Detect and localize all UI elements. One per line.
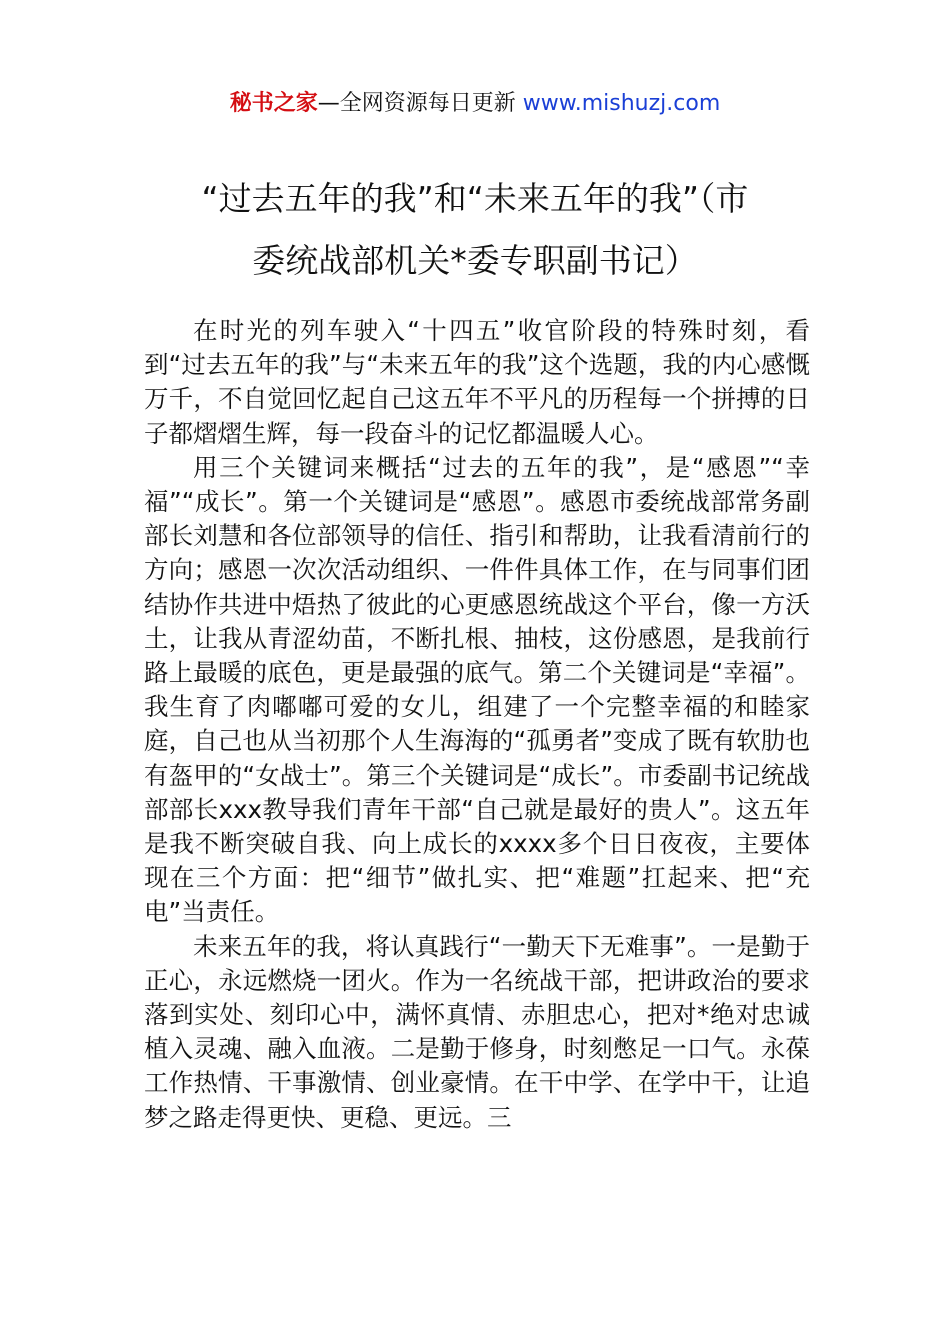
paragraph-3: 未来五年的我，将认真践行“一勤天下无难事”。一是勤于正心，永远燃烧一团火。作为一名统战干部，把讲政治的要求落到实处、刻印心中，满怀真情、赤胆忠心，把对*绝对忠诚植入灵魂、融入血液。二是勤于修身，时刻憋足一口气。永葆工作热情、干事激情、创业豪情。在干中学、在学中干，让追梦之路走得更快、更稳、更远。三	[144, 931, 810, 1132]
paragraph-1: 在时光的列车驶入“十四五”收官阶段的特殊时刻，看到“过去五年的我”与“未来五年的我”这个选题，我的内心感慨万千，不自觉回忆起自己这五年不平凡的历程每一个拼搏的日子都熠熠生辉，每一段奋斗的记忆都温暖人心。	[144, 316, 810, 448]
site-header	[0, 86, 950, 122]
title-line-2: 委统战部机关*委专职副书记）	[252, 241, 698, 281]
document-body	[144, 314, 810, 1135]
site-brand: 秘书之家	[229, 91, 318, 116]
document-title	[100, 168, 850, 292]
site-tagline: —全网资源每日更新	[317, 91, 516, 116]
paragraph-2: 用三个关键词来概括“过去的五年的我”，是“感恩”“幸福”“成长”。第一个关键词是“感恩”。感恩市委统战部常务副部长刘慧和各位部领导的信任、指引和帮助，让我看清前行的方向；感恩一次次活动组织、一件件具体工作，在与同事们团结协作共进中焐热了彼此的心更感恩统战这个平台，像一方沃土，让我从青涩幼苗，不断扎根、抽枝，这份感恩，是我前行路上最暖的底色，更是最强的底气。第二个关键词是“幸福”。我生育了肉嘟嘟可爱的女儿，组建了一个完整幸福的和睦家庭，自己也从当初那个人生海海的“孤勇者”变成了既有软肋也有盔甲的“女战士”。第三个关键词是“成长”。市委副书记统战部部长xxx教导我们青年干部“自己就是最好的贵人”。这五年是我不断突破自我、向上成长的xxxx多个日日夜夜，主要体现在三个方面：把“细节”做扎实、把“难题”扛起来、把“充电”当责任。	[144, 452, 810, 927]
title-line-1: “过去五年的我”和“未来五年的我”（市	[201, 179, 749, 219]
site-url-link[interactable]: www.mishuzj.com	[522, 91, 721, 116]
